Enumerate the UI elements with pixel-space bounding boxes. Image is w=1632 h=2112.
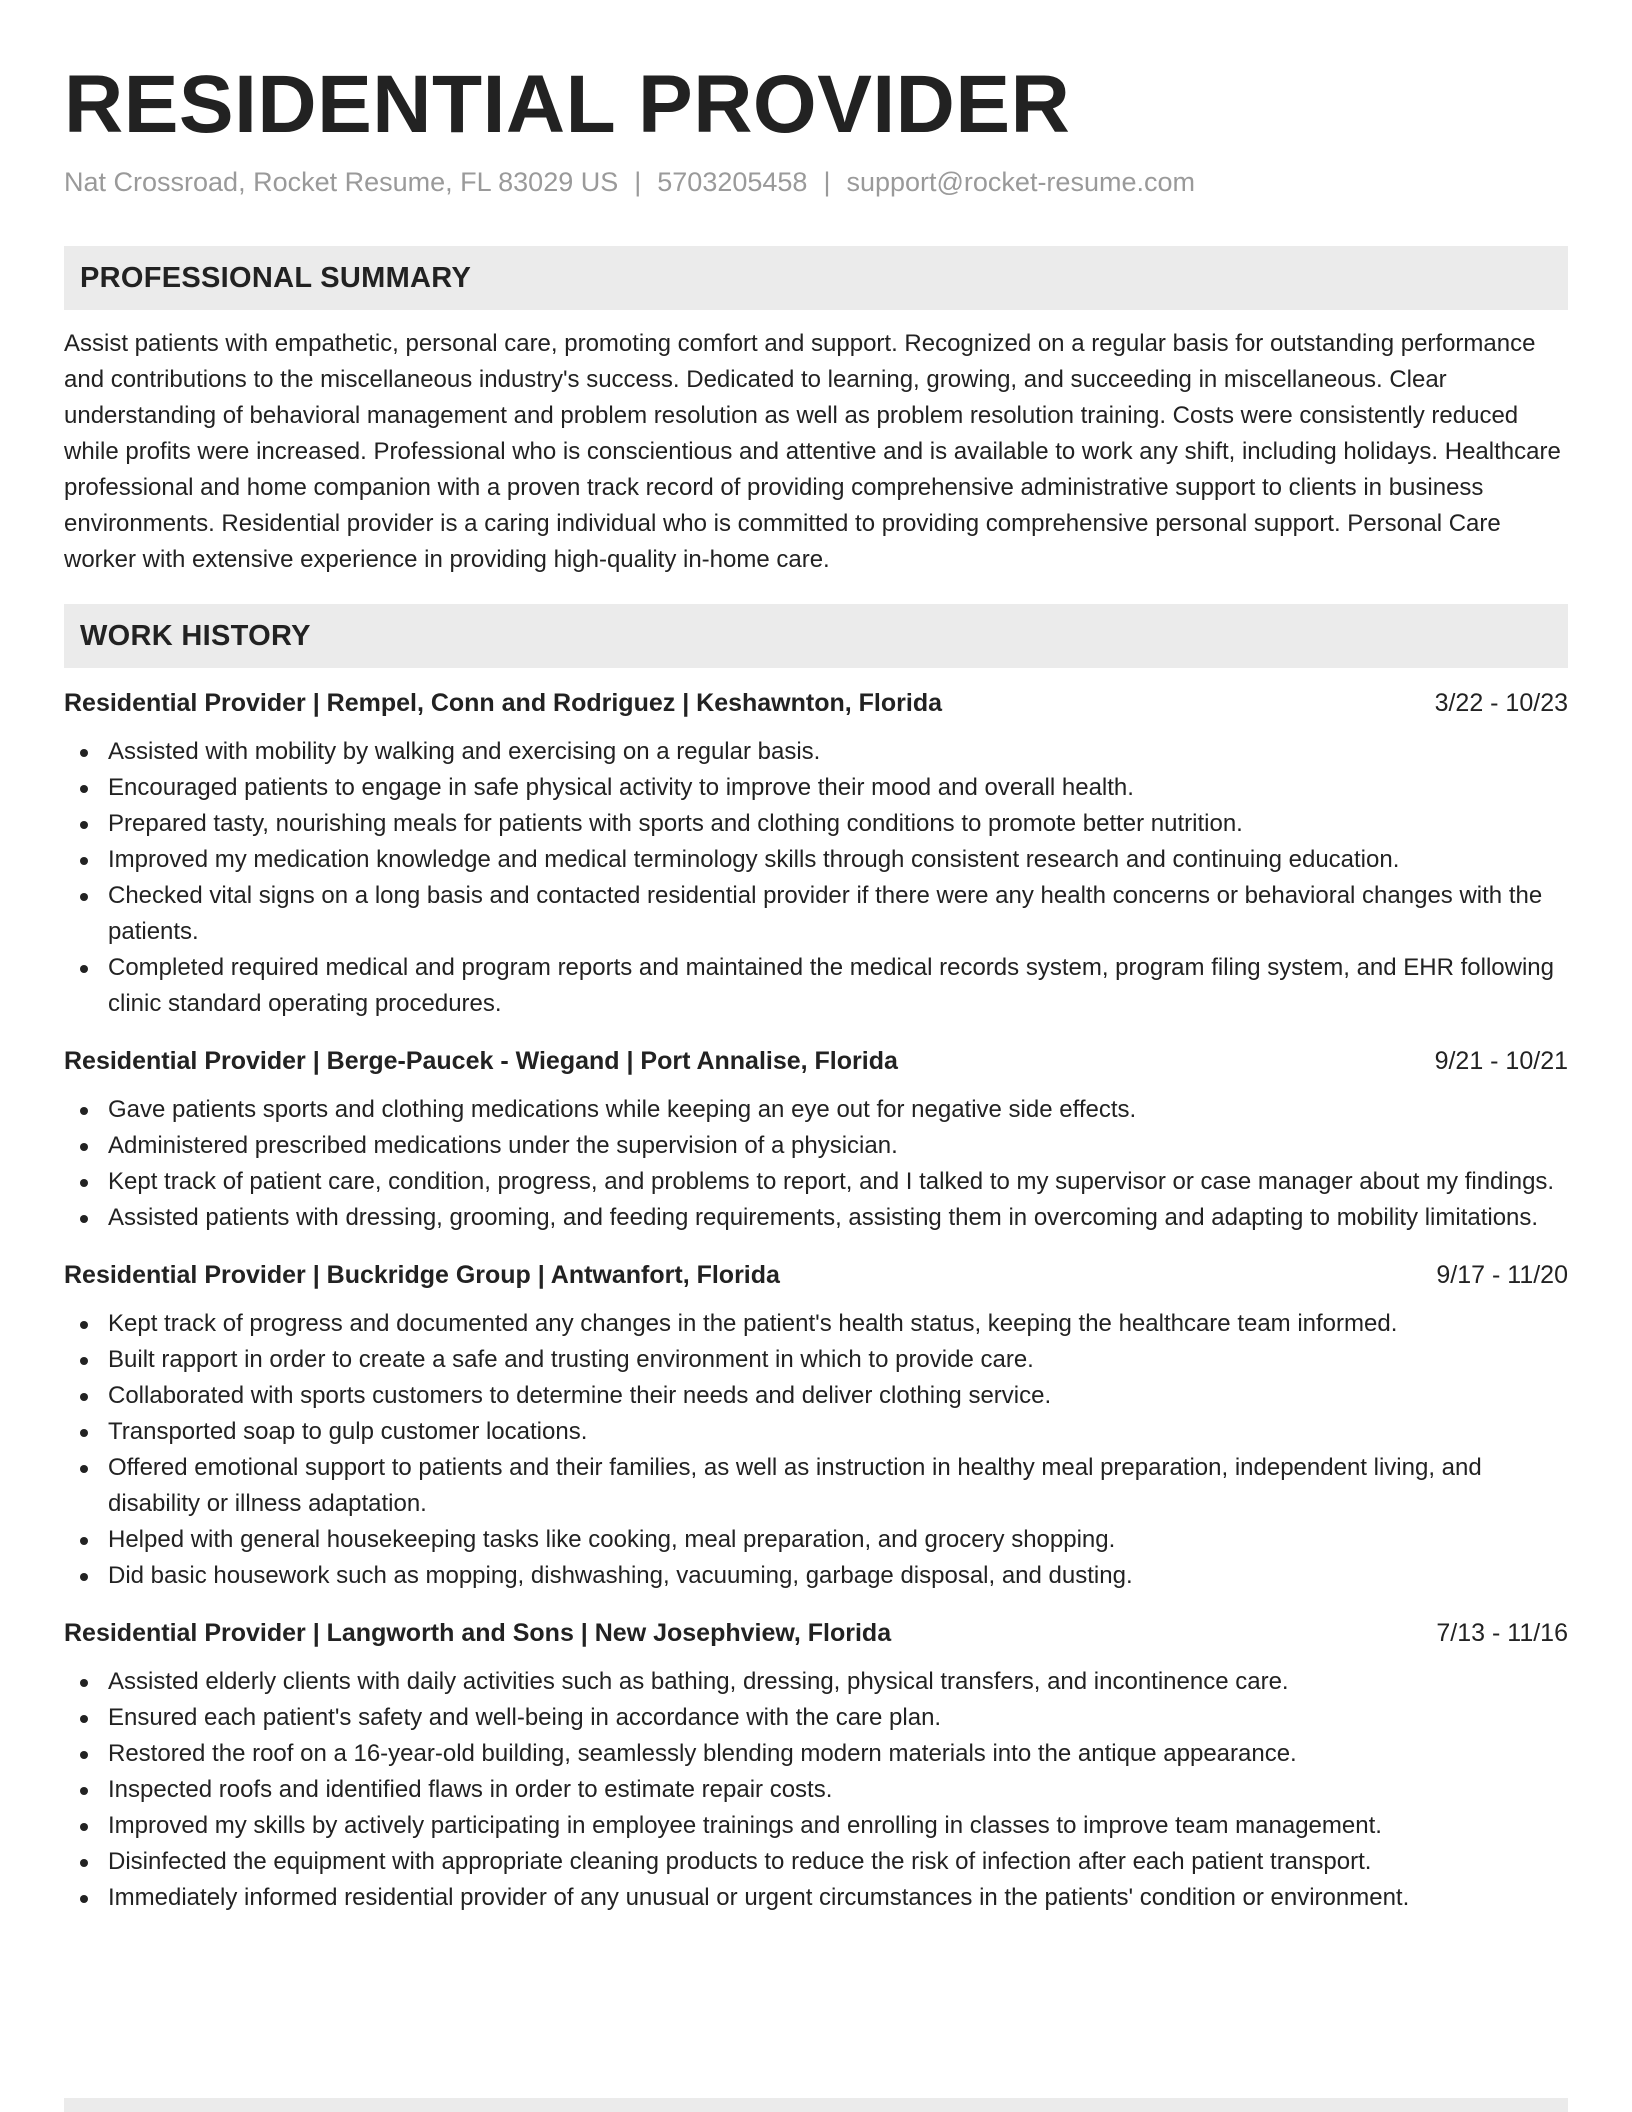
work-history-list — [64, 686, 1568, 1916]
job-bullet: Completed required medical and program reports and maintained the medical records system, program filing system, and EHR following clinic standard operating procedures. — [64, 950, 1568, 1022]
job-bullet: Kept track of patient care, condition, progress, and problems to report, and I talked to my supervisor or case manager about my findings. — [64, 1164, 1568, 1200]
contact-address: Nat Crossroad, Rocket Resume, FL 83029 US — [64, 167, 619, 197]
job-header — [64, 1258, 1568, 1292]
job-entry — [64, 1044, 1568, 1236]
job-bullet: Assisted elderly clients with daily activities such as bathing, dressing, physical transfers, and incontinence care. — [64, 1664, 1568, 1700]
job-bullet: Assisted patients with dressing, grooming, and feeding requirements, assisting them in overcoming and adapting to mobility limitations. — [64, 1200, 1568, 1236]
job-bullet: Assisted with mobility by walking and exercising on a regular basis. — [64, 734, 1568, 770]
contact-email: support@rocket-resume.com — [846, 167, 1195, 197]
job-header — [64, 686, 1568, 720]
job-bullet: Disinfected the equipment with appropriate cleaning products to reduce the risk of infection after each patient transport. — [64, 1844, 1568, 1880]
resume-title: RESIDENTIAL PROVIDER — [64, 59, 1071, 150]
job-header — [64, 1044, 1568, 1078]
job-bullet: Built rapport in order to create a safe and trusting environment in which to provide care. — [64, 1342, 1568, 1378]
job-title: Residential Provider | Rempel, Conn and Rodriguez | Keshawnton, Florida — [64, 689, 942, 717]
job-bullet: Did basic housework such as mopping, dishwashing, vacuuming, garbage disposal, and dusting. — [64, 1558, 1568, 1594]
resume-page — [64, 0, 1568, 1916]
job-entry — [64, 1258, 1568, 1594]
job-bullet: Improved my skills by actively participating in employee trainings and enrolling in classes to improve team management. — [64, 1808, 1568, 1844]
job-title: Residential Provider | Buckridge Group | Antwanfort, Florida — [64, 1261, 780, 1289]
job-dates: 7/13 - 11/16 — [1436, 1619, 1568, 1647]
contact-line — [64, 166, 1568, 198]
job-bullet: Ensured each patient's safety and well-being in accordance with the care plan. — [64, 1700, 1568, 1736]
job-entry — [64, 1616, 1568, 1916]
job-dates: 9/17 - 11/20 — [1436, 1261, 1568, 1289]
job-bullet: Inspected roofs and identified flaws in order to estimate repair costs. — [64, 1772, 1568, 1808]
job-bullets — [64, 1092, 1568, 1236]
job-bullet: Collaborated with sports customers to determine their needs and deliver clothing service. — [64, 1378, 1568, 1414]
job-bullet: Helped with general housekeeping tasks like cooking, meal preparation, and grocery shopping. — [64, 1522, 1568, 1558]
contact-separator: | — [634, 167, 642, 197]
job-title: Residential Provider | Langworth and Sons | New Josephview, Florida — [64, 1619, 892, 1647]
section-header-summary: PROFESSIONAL SUMMARY — [64, 246, 1568, 310]
job-dates: 3/22 - 10/23 — [1434, 689, 1568, 717]
job-bullet: Administered prescribed medications under the supervision of a physician. — [64, 1128, 1568, 1164]
job-title: Residential Provider | Berge-Paucek - Wiegand | Port Annalise, Florida — [64, 1047, 898, 1075]
summary-text: Assist patients with empathetic, personal care, promoting comfort and support. Recognized on a regular basis for outstanding performance and contributions to the miscellaneous industry's success. Dedicated to learning, growing, and succeeding in miscellaneous. Clear understanding of behavioral management and problem resolution as well as problem resolution training. Costs were consistently reduced while profits were increased. Professional who is conscientious and attentive and is available to work any shift, including holidays. Healthcare professional and home companion with a proven track record of providing comprehensive administrative support to clients in business environments. Residential provider is a caring individual who is committed to providing comprehensive personal support. Personal Care worker with extensive experience in providing high-quality in-home care. — [64, 330, 1561, 573]
job-dates: 9/21 - 10/21 — [1434, 1047, 1568, 1075]
job-bullet: Improved my medication knowledge and medical terminology skills through consistent research and continuing education. — [64, 842, 1568, 878]
job-bullet: Offered emotional support to patients and their families, as well as instruction in healthy meal preparation, independent living, and disability or illness adaptation. — [64, 1450, 1568, 1522]
job-bullet: Immediately informed residential provider of any unusual or urgent circumstances in the patients' condition or environment. — [64, 1880, 1568, 1916]
job-bullet: Encouraged patients to engage in safe physical activity to improve their mood and overall health. — [64, 770, 1568, 806]
job-bullet: Transported soap to gulp customer locations. — [64, 1414, 1568, 1450]
next-section-header-edge — [64, 2098, 1568, 2112]
job-bullet: Kept track of progress and documented any changes in the patient's health status, keeping the healthcare team informed. — [64, 1306, 1568, 1342]
job-entry — [64, 686, 1568, 1022]
contact-separator: | — [823, 167, 831, 197]
job-bullet: Gave patients sports and clothing medications while keeping an eye out for negative side effects. — [64, 1092, 1568, 1128]
job-bullets — [64, 1664, 1568, 1916]
job-bullet: Restored the roof on a 16-year-old building, seamlessly blending modern materials into the antique appearance. — [64, 1736, 1568, 1772]
job-bullets — [64, 1306, 1568, 1594]
job-bullets — [64, 734, 1568, 1022]
job-header — [64, 1616, 1568, 1650]
job-bullet: Checked vital signs on a long basis and contacted residential provider if there were any health concerns or behavioral changes with the patients. — [64, 878, 1568, 950]
job-bullet: Prepared tasty, nourishing meals for patients with sports and clothing conditions to promote better nutrition. — [64, 806, 1568, 842]
section-header-work-history: WORK HISTORY — [64, 604, 1568, 668]
contact-phone: 5703205458 — [657, 167, 808, 197]
